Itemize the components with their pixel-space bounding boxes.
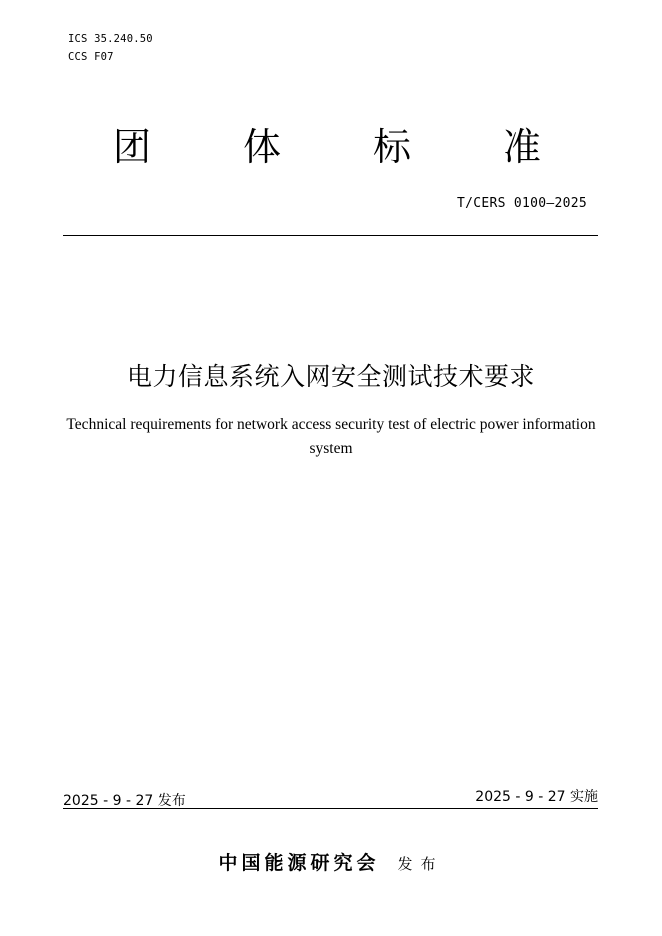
implement-date: 2025 - 9 - 27 实施 bbox=[475, 789, 598, 805]
title-chinese: 电力信息系统入网安全测试技术要求 bbox=[126, 362, 535, 391]
ccs-code: CCS F07 bbox=[68, 51, 114, 63]
issuer-name: 中国能源研究会 bbox=[218, 852, 380, 874]
doc-type-char-3: 标 bbox=[373, 125, 412, 169]
issuer-line bbox=[0, 848, 662, 875]
doc-type-char-2: 体 bbox=[243, 125, 282, 169]
top-divider bbox=[63, 235, 598, 236]
doc-type-char-4: 准 bbox=[503, 125, 542, 169]
publish-date: 2025 - 9 - 27 发布 bbox=[63, 793, 186, 809]
standard-code: T/CERS 0100—2025 bbox=[456, 196, 587, 211]
doc-type-char-1: 团 bbox=[113, 125, 152, 169]
title-english: Technical requirements for network access security test of electric power information system bbox=[66, 416, 596, 457]
bottom-divider bbox=[63, 808, 598, 809]
ics-code: ICS 35.240.50 bbox=[68, 33, 153, 45]
issuer-action: 发布 bbox=[397, 855, 444, 873]
